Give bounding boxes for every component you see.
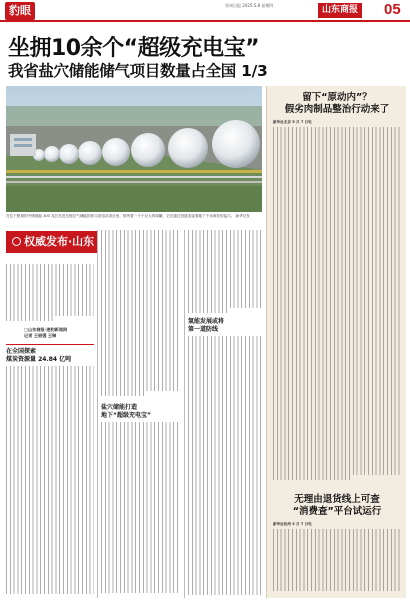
right-subhead: 氢能发展或将 第一道防线: [188, 318, 225, 333]
news-sidebar: [266, 86, 406, 598]
left-divider: [6, 344, 94, 345]
sidebar-title-2: 无理由退货线上可查 “消费查”平台试运行: [292, 494, 382, 517]
sidebar-body-1: [273, 127, 401, 489]
sub-headline: 我省盐穴储能储气项目数量占全国 1/3: [8, 62, 268, 80]
issue-meta: 贵州日报 2025.5.8 星期四: [225, 3, 274, 8]
right-body-text-1: [188, 230, 262, 314]
ring-icon: [12, 237, 21, 246]
byline: □山东商报·速豹新闻网 记者 王丽强 王琳: [24, 327, 68, 338]
column-rule-2: [184, 230, 185, 598]
sidebar-dateline-1: 新华社北京 5 月 7 日电: [273, 120, 312, 124]
caption-text: 在位于肥城的中储国能 300 兆瓦先进压缩空气储能国家示范电站项目里，排列着一个个巨大的球罐，它们通过管道连接着地下千米深处的盐穴。: [6, 214, 235, 218]
left-subhead: 在全国探索 煤炭资源量 24.84 亿吨: [6, 348, 72, 363]
banner-label: 权威发布·山东: [24, 235, 95, 248]
left-body-text: [6, 366, 94, 598]
photo-credit: 新华社发: [235, 214, 250, 218]
news-photo: [6, 86, 262, 212]
main-headline: 坐拥10余个“超级充电宝”: [8, 36, 260, 61]
middle-subhead: 盐穴储能打造 地下“超级充电宝”: [101, 404, 151, 419]
photo-caption: [6, 214, 262, 219]
left-intro-text: [6, 264, 94, 322]
sidebar-title-1: 留下“原动内”？ 假劣肉制品整治行动来了: [284, 92, 390, 115]
sidebar-dateline-2: 新华社杭州 5 月 7 日电: [273, 522, 312, 526]
middle-body-text-1: [101, 230, 181, 400]
paper-logo: 豹眼: [5, 2, 35, 20]
sidebar-body-2: [273, 529, 401, 595]
column-rule-1: [97, 230, 98, 598]
page-header: [0, 0, 410, 22]
column-banner: [6, 231, 98, 253]
section-label: 山东商报: [318, 3, 362, 18]
middle-body-text-2: [101, 422, 181, 598]
page-number: 05: [384, 1, 401, 18]
right-body-text-2: [188, 336, 262, 598]
